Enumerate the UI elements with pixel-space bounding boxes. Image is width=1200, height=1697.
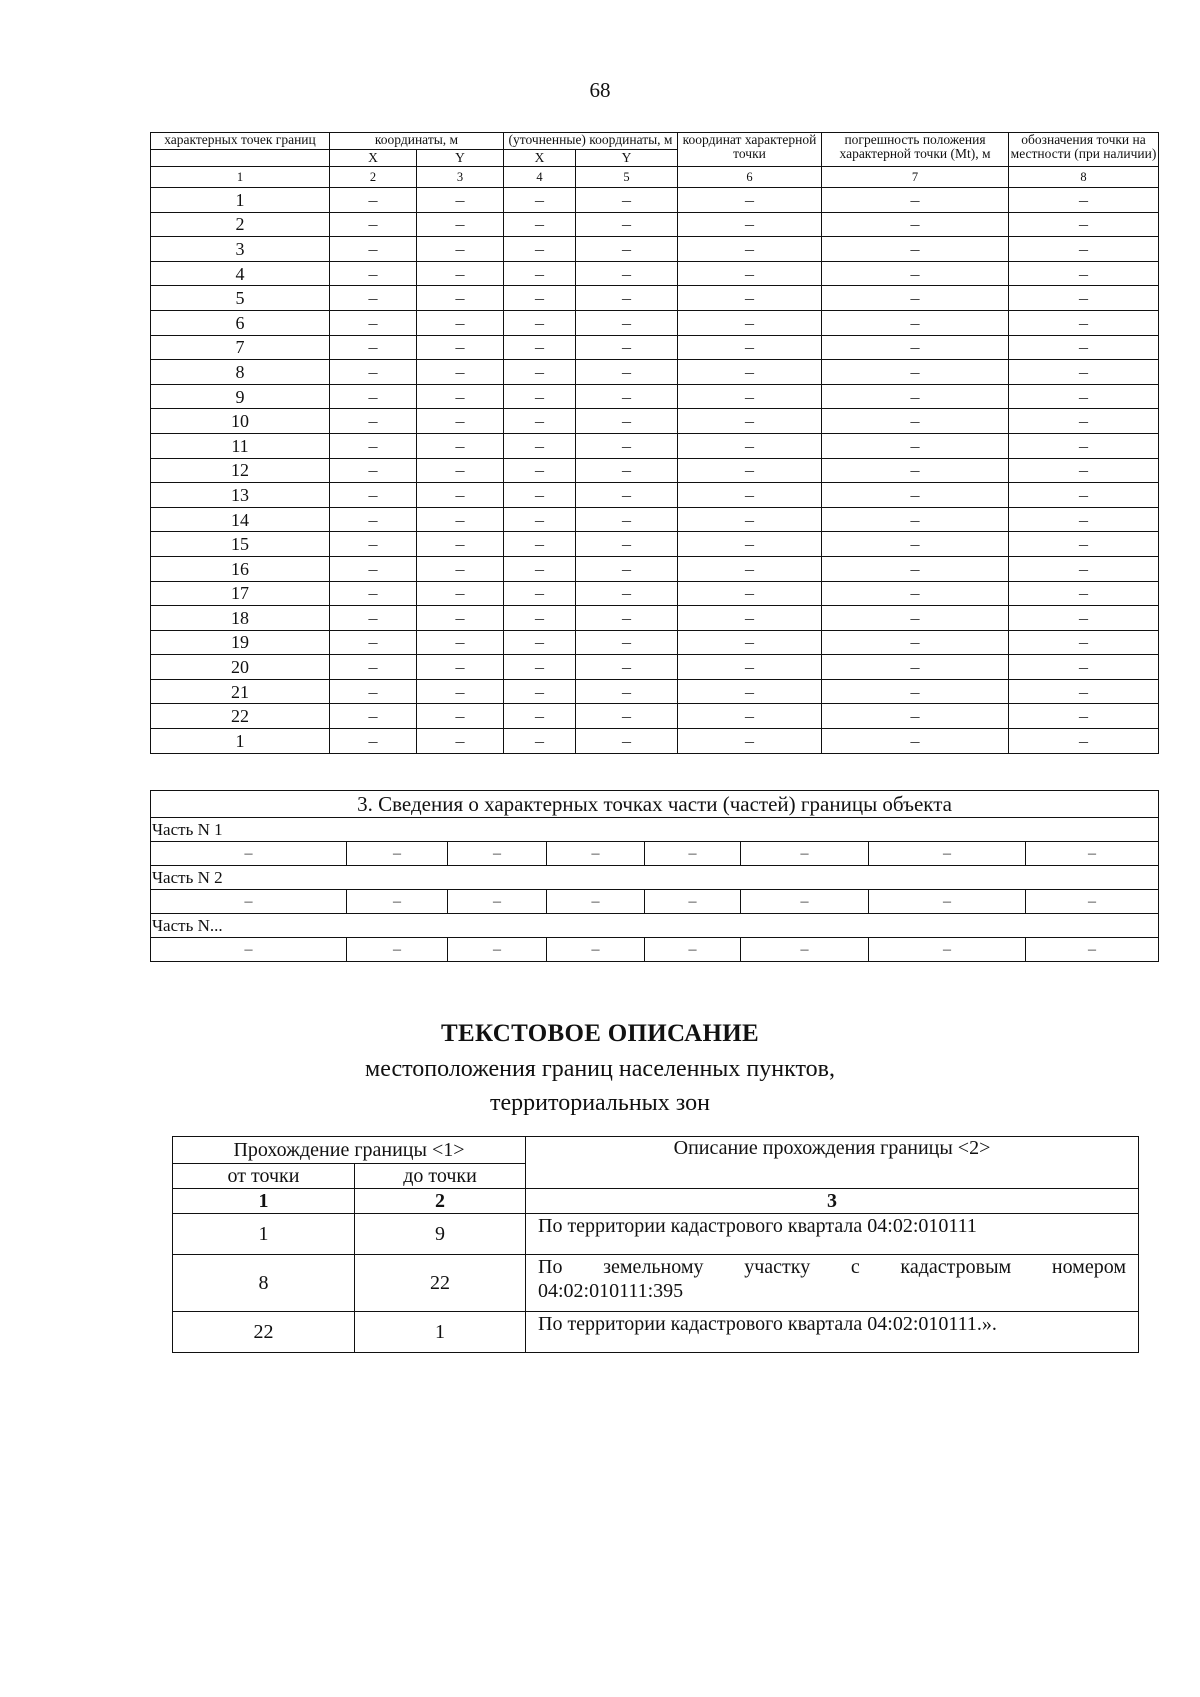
empty-value-cell: –	[576, 704, 678, 729]
empty-value-cell: –	[822, 606, 1009, 631]
empty-value-cell: –	[330, 360, 417, 385]
empty-value-cell: –	[1009, 679, 1159, 704]
empty-value-cell: –	[330, 433, 417, 458]
empty-value-cell: –	[330, 581, 417, 606]
empty-value-cell: –	[1009, 286, 1159, 311]
empty-value-cell: –	[448, 842, 547, 866]
empty-value-cell: –	[822, 458, 1009, 483]
parts-table-body	[151, 818, 1159, 962]
column-numbers-row	[151, 167, 1159, 188]
empty-value-cell: –	[1009, 532, 1159, 557]
text-description-title: ТЕКСТОВОЕ ОПИСАНИЕ	[441, 1020, 759, 1047]
description-cell: По территории кадастрового квартала 04:02:010111	[526, 1214, 1139, 1255]
empty-value-cell: –	[576, 729, 678, 754]
empty-value-cell: –	[330, 384, 417, 409]
empty-value-cell: –	[576, 384, 678, 409]
empty-value-cell: –	[576, 360, 678, 385]
empty-value-cell: –	[547, 890, 645, 914]
empty-value-cell: –	[678, 532, 822, 557]
empty-value-cell: –	[504, 286, 576, 311]
table-row	[151, 384, 1159, 409]
empty-value-cell: –	[504, 507, 576, 532]
empty-value-cell: –	[504, 729, 576, 754]
empty-value-cell: –	[678, 655, 822, 680]
point-number-cell: 13	[151, 483, 330, 508]
empty-value-cell: –	[1009, 655, 1159, 680]
empty-value-cell: –	[1009, 581, 1159, 606]
empty-value-cell: –	[417, 384, 504, 409]
table-row	[151, 679, 1159, 704]
empty-value-cell: –	[1009, 335, 1159, 360]
empty-value-cell: –	[576, 286, 678, 311]
empty-value-cell: –	[576, 532, 678, 557]
empty-value-cell: –	[576, 261, 678, 286]
header-x-refined: X	[504, 150, 576, 167]
empty-value-cell: –	[504, 581, 576, 606]
table-row	[151, 655, 1159, 680]
empty-value-cell: –	[576, 679, 678, 704]
empty-value-cell: –	[417, 335, 504, 360]
empty-value-cell: –	[330, 655, 417, 680]
table-row	[173, 1255, 1139, 1312]
empty-value-cell: –	[330, 556, 417, 581]
header-error: погрешность положения характерной точки (Mt), м	[822, 133, 1009, 167]
empty-value-cell: –	[1009, 630, 1159, 655]
table-row	[151, 581, 1159, 606]
empty-value-cell: –	[151, 890, 347, 914]
empty-value-cell: –	[1009, 458, 1159, 483]
empty-value-cell: –	[330, 483, 417, 508]
empty-value-cell: –	[576, 409, 678, 434]
empty-value-cell: –	[417, 507, 504, 532]
empty-value-cell: –	[417, 409, 504, 434]
empty-value-cell: –	[330, 679, 417, 704]
point-number-cell: 11	[151, 433, 330, 458]
empty-value-cell: –	[741, 938, 869, 962]
table-row	[151, 532, 1159, 557]
empty-value-cell: –	[576, 310, 678, 335]
empty-value-cell: –	[448, 938, 547, 962]
empty-value-cell: –	[645, 938, 741, 962]
parts-table	[150, 790, 1159, 962]
empty-value-cell: –	[1009, 384, 1159, 409]
empty-value-cell: –	[822, 729, 1009, 754]
empty-value-cell: –	[417, 630, 504, 655]
column-number: 3	[526, 1189, 1139, 1214]
empty-value-cell: –	[330, 188, 417, 213]
point-number-cell: 6	[151, 310, 330, 335]
empty-value-cell: –	[576, 483, 678, 508]
empty-value-cell: –	[576, 335, 678, 360]
empty-value-cell: –	[330, 237, 417, 262]
empty-value-cell: –	[417, 188, 504, 213]
empty-value-cell: –	[576, 433, 678, 458]
empty-value-cell: –	[417, 606, 504, 631]
empty-value-cell: –	[678, 188, 822, 213]
point-number-cell: 12	[151, 458, 330, 483]
empty-value-cell: –	[1009, 409, 1159, 434]
empty-value-cell: –	[330, 409, 417, 434]
empty-value-cell: –	[417, 532, 504, 557]
empty-value-cell: –	[678, 507, 822, 532]
empty-value-cell: –	[678, 581, 822, 606]
empty-value-cell: –	[822, 433, 1009, 458]
point-number-cell: 1	[151, 188, 330, 213]
point-number-cell: 17	[151, 581, 330, 606]
empty-value-cell: –	[1009, 310, 1159, 335]
empty-value-cell: –	[417, 704, 504, 729]
point-number-cell: 14	[151, 507, 330, 532]
empty-value-cell: –	[347, 938, 448, 962]
empty-value-cell: –	[678, 310, 822, 335]
point-number-cell: 9	[151, 384, 330, 409]
empty-value-cell: –	[448, 890, 547, 914]
empty-value-cell: –	[678, 286, 822, 311]
table-row	[151, 458, 1159, 483]
table-row	[173, 1214, 1139, 1255]
empty-value-cell: –	[504, 655, 576, 680]
empty-value-cell: –	[1009, 704, 1159, 729]
header-blank	[151, 150, 330, 167]
point-number-cell: 19	[151, 630, 330, 655]
empty-value-cell: –	[547, 938, 645, 962]
empty-value-cell: –	[347, 890, 448, 914]
to-point-cell: 9	[355, 1214, 526, 1255]
description-line: 04:02:010111:395	[538, 1280, 684, 1302]
header-points: характерных точек границ	[151, 133, 330, 150]
from-point-cell: 8	[173, 1255, 355, 1312]
empty-value-cell: –	[417, 581, 504, 606]
empty-value-cell: –	[504, 458, 576, 483]
empty-value-cell: –	[417, 310, 504, 335]
empty-value-cell: –	[504, 679, 576, 704]
empty-value-cell: –	[576, 655, 678, 680]
table-row	[151, 237, 1159, 262]
column-number: 2	[330, 167, 417, 188]
empty-value-cell: –	[330, 286, 417, 311]
from-point-cell: 1	[173, 1214, 355, 1255]
empty-value-cell: –	[1009, 212, 1159, 237]
point-number-cell: 15	[151, 532, 330, 557]
empty-value-cell: –	[576, 507, 678, 532]
point-number-cell: 4	[151, 261, 330, 286]
table-row	[151, 335, 1159, 360]
header-method: координат характерной точки	[678, 133, 822, 167]
empty-value-cell: –	[547, 842, 645, 866]
empty-value-cell: –	[1026, 938, 1159, 962]
empty-value-cell: –	[504, 409, 576, 434]
empty-value-cell: –	[330, 606, 417, 631]
empty-value-cell: –	[1026, 890, 1159, 914]
page-number: 68	[589, 78, 611, 102]
point-number-cell: 1	[151, 729, 330, 754]
empty-value-cell: –	[678, 606, 822, 631]
empty-value-cell: –	[576, 458, 678, 483]
empty-value-cell: –	[1026, 842, 1159, 866]
empty-value-cell: –	[678, 704, 822, 729]
empty-value-cell: –	[822, 188, 1009, 213]
empty-value-cell: –	[822, 212, 1009, 237]
table-row	[151, 729, 1159, 754]
empty-value-cell: –	[741, 842, 869, 866]
empty-value-cell: –	[330, 729, 417, 754]
empty-value-cell: –	[822, 360, 1009, 385]
coordinates-table-body	[151, 188, 1159, 754]
table-row	[151, 286, 1159, 311]
empty-value-cell: –	[417, 458, 504, 483]
description-cell: По территории кадастрового квартала 04:02:010111.».	[526, 1312, 1139, 1353]
point-number-cell: 8	[151, 360, 330, 385]
point-number-cell: 7	[151, 335, 330, 360]
empty-value-cell: –	[822, 310, 1009, 335]
empty-value-cell: –	[576, 581, 678, 606]
point-number-cell: 10	[151, 409, 330, 434]
empty-value-cell: –	[330, 335, 417, 360]
empty-value-cell: –	[417, 237, 504, 262]
part-label-row	[151, 866, 1159, 890]
header-y: Y	[417, 150, 504, 167]
empty-value-cell: –	[678, 729, 822, 754]
empty-value-cell: –	[417, 261, 504, 286]
column-number: 2	[355, 1189, 526, 1214]
parts-section-title: 3. Сведения о характерных точках части (частей) границы объекта	[151, 791, 1159, 818]
empty-value-cell: –	[678, 679, 822, 704]
table-row	[173, 1312, 1139, 1353]
empty-value-cell: –	[1009, 556, 1159, 581]
empty-value-cell: –	[504, 704, 576, 729]
point-number-cell: 18	[151, 606, 330, 631]
empty-value-cell: –	[151, 938, 347, 962]
empty-value-cell: –	[1009, 433, 1159, 458]
table-row	[151, 409, 1159, 434]
column-number: 7	[822, 167, 1009, 188]
header-boundary-description: Описание прохождения границы <2>	[526, 1137, 1139, 1189]
table-row	[151, 704, 1159, 729]
point-number-cell: 3	[151, 237, 330, 262]
empty-value-cell: –	[504, 310, 576, 335]
coordinates-table	[150, 132, 1159, 754]
empty-value-cell: –	[822, 261, 1009, 286]
empty-value-cell: –	[417, 483, 504, 508]
table-row	[151, 310, 1159, 335]
empty-value-cell: –	[869, 890, 1026, 914]
empty-value-cell: –	[504, 188, 576, 213]
empty-value-cell: –	[822, 237, 1009, 262]
header-from-point: от точки	[173, 1164, 355, 1189]
empty-value-cell: –	[330, 704, 417, 729]
empty-value-cell: –	[822, 507, 1009, 532]
empty-value-cell: –	[822, 409, 1009, 434]
empty-value-cell: –	[347, 842, 448, 866]
empty-value-cell: –	[678, 458, 822, 483]
table-row	[151, 360, 1159, 385]
header-y-refined: Y	[576, 150, 678, 167]
column-number: 3	[417, 167, 504, 188]
column-number: 6	[678, 167, 822, 188]
empty-value-cell: –	[678, 433, 822, 458]
empty-value-cell: –	[1009, 507, 1159, 532]
empty-value-cell: –	[417, 655, 504, 680]
table-row	[151, 261, 1159, 286]
empty-value-cell: –	[504, 433, 576, 458]
empty-value-cell: –	[869, 842, 1026, 866]
empty-value-cell: –	[504, 212, 576, 237]
empty-value-cell: –	[330, 458, 417, 483]
boundary-description-table	[172, 1136, 1139, 1353]
part-label-row	[151, 818, 1159, 842]
empty-value-cell: –	[678, 261, 822, 286]
empty-value-cell: –	[151, 842, 347, 866]
column-number: 1	[151, 167, 330, 188]
header-x: X	[330, 150, 417, 167]
empty-value-cell: –	[576, 237, 678, 262]
empty-value-cell: –	[330, 261, 417, 286]
empty-value-cell: –	[869, 938, 1026, 962]
column-number: 8	[1009, 167, 1159, 188]
part-label-row	[151, 914, 1159, 938]
empty-value-cell: –	[1009, 237, 1159, 262]
part-label: Часть N 1	[151, 818, 1159, 842]
empty-value-cell: –	[822, 630, 1009, 655]
table-row	[151, 606, 1159, 631]
part-label: Часть N...	[151, 914, 1159, 938]
empty-value-cell: –	[504, 630, 576, 655]
empty-value-cell: –	[417, 729, 504, 754]
empty-value-cell: –	[678, 237, 822, 262]
empty-value-cell: –	[417, 556, 504, 581]
point-number-cell: 2	[151, 212, 330, 237]
empty-value-cell: –	[678, 556, 822, 581]
empty-value-cell: –	[417, 212, 504, 237]
description-line: По земельному участку с кадастровым номером	[538, 1256, 1126, 1278]
empty-value-cell: –	[741, 890, 869, 914]
text-description-subtitle-line1: местоположения границ населенных пунктов,	[365, 1056, 835, 1082]
part-label: Часть N 2	[151, 866, 1159, 890]
part-values-row	[151, 890, 1159, 914]
empty-value-cell: –	[504, 335, 576, 360]
empty-value-cell: –	[822, 335, 1009, 360]
empty-value-cell: –	[678, 630, 822, 655]
empty-value-cell: –	[1009, 261, 1159, 286]
empty-value-cell: –	[417, 433, 504, 458]
empty-value-cell: –	[678, 384, 822, 409]
empty-value-cell: –	[504, 532, 576, 557]
empty-value-cell: –	[504, 483, 576, 508]
table-row	[151, 212, 1159, 237]
column-number: 5	[576, 167, 678, 188]
from-point-cell: 22	[173, 1312, 355, 1353]
empty-value-cell: –	[576, 212, 678, 237]
empty-value-cell: –	[1009, 188, 1159, 213]
empty-value-cell: –	[822, 704, 1009, 729]
point-number-cell: 16	[151, 556, 330, 581]
empty-value-cell: –	[504, 556, 576, 581]
empty-value-cell: –	[504, 360, 576, 385]
point-number-cell: 22	[151, 704, 330, 729]
empty-value-cell: –	[330, 507, 417, 532]
empty-value-cell: –	[576, 606, 678, 631]
empty-value-cell: –	[576, 556, 678, 581]
empty-value-cell: –	[1009, 606, 1159, 631]
empty-value-cell: –	[576, 188, 678, 213]
header-boundary-passage: Прохождение границы <1>	[173, 1137, 526, 1164]
header-to-point: до точки	[355, 1164, 526, 1189]
empty-value-cell: –	[822, 655, 1009, 680]
point-number-cell: 5	[151, 286, 330, 311]
empty-value-cell: –	[417, 679, 504, 704]
empty-value-cell: –	[822, 384, 1009, 409]
empty-value-cell: –	[330, 310, 417, 335]
empty-value-cell: –	[504, 606, 576, 631]
empty-value-cell: –	[504, 261, 576, 286]
empty-value-cell: –	[678, 335, 822, 360]
point-number-cell: 21	[151, 679, 330, 704]
column-number: 4	[504, 167, 576, 188]
part-values-row	[151, 842, 1159, 866]
table-row	[151, 483, 1159, 508]
empty-value-cell: –	[822, 286, 1009, 311]
table-row	[151, 188, 1159, 213]
empty-value-cell: –	[1009, 483, 1159, 508]
empty-value-cell: –	[1009, 360, 1159, 385]
empty-value-cell: –	[330, 630, 417, 655]
empty-value-cell: –	[645, 890, 741, 914]
description-cell	[526, 1255, 1139, 1312]
to-point-cell: 22	[355, 1255, 526, 1312]
header-refined-coordinates: (уточненные) координаты, м	[504, 133, 678, 150]
empty-value-cell: –	[678, 483, 822, 508]
empty-value-cell: –	[330, 212, 417, 237]
empty-value-cell: –	[822, 679, 1009, 704]
point-number-cell: 20	[151, 655, 330, 680]
table-row	[151, 630, 1159, 655]
empty-value-cell: –	[678, 360, 822, 385]
empty-value-cell: –	[822, 483, 1009, 508]
header-coordinates: координаты, м	[330, 133, 504, 150]
empty-value-cell: –	[504, 237, 576, 262]
empty-value-cell: –	[678, 409, 822, 434]
column-number: 1	[173, 1189, 355, 1214]
empty-value-cell: –	[417, 286, 504, 311]
table-row	[151, 433, 1159, 458]
to-point-cell: 1	[355, 1312, 526, 1353]
empty-value-cell: –	[822, 532, 1009, 557]
empty-value-cell: –	[504, 384, 576, 409]
empty-value-cell: –	[822, 581, 1009, 606]
text-description-subtitle-line2: территориальных зон	[490, 1090, 710, 1116]
header-designation: обозначения точки на местности (при наличии)	[1009, 133, 1159, 167]
empty-value-cell: –	[678, 212, 822, 237]
empty-value-cell: –	[1009, 729, 1159, 754]
empty-value-cell: –	[822, 556, 1009, 581]
empty-value-cell: –	[330, 532, 417, 557]
empty-value-cell: –	[576, 630, 678, 655]
empty-value-cell: –	[417, 360, 504, 385]
part-values-row	[151, 938, 1159, 962]
empty-value-cell: –	[645, 842, 741, 866]
table-row	[151, 507, 1159, 532]
table-row	[151, 556, 1159, 581]
